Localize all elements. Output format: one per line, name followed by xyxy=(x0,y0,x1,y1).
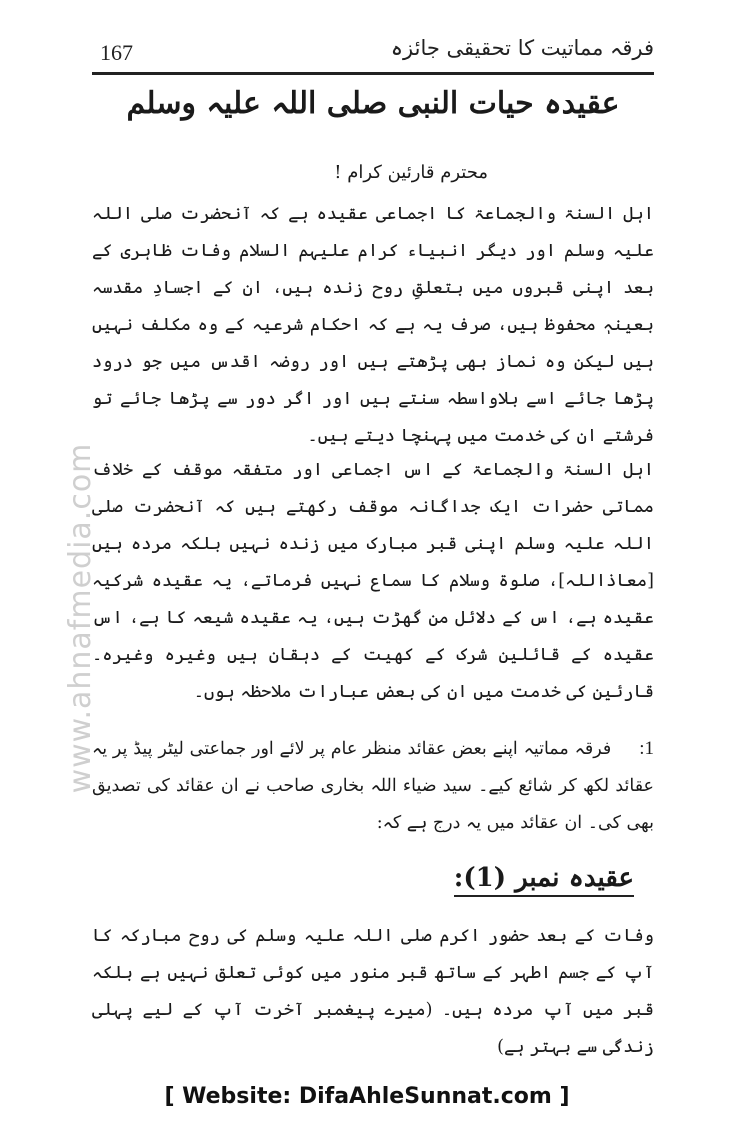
point-number: 1: xyxy=(639,738,654,759)
salutation: محترم قارئین کرام ! xyxy=(334,162,488,183)
website-footer: [ Website: DifaAhleSunnat.com ] xyxy=(164,1084,570,1109)
point-1-text: فرقہ مماتیہ اپنے بعض عقائد منظر عام پر لائے اور جماعتی لیٹر پیڈ پر یہ عقائد لکھ کر شائع کیے۔ سید ضیاء اللہ بخاری صاحب نے ان عقائد کی تصدیق بھی کی۔ ان عقائد میں یہ درج ہے کہ: xyxy=(92,739,654,833)
paragraph-2: اہل السنۃ والجماعۃ کے اس اجماعی اور متفقہ موقف کے خلاف مماتی حضرات ایک جداگانہ موقف رکھتے ہیں کہ آنحضرت صلی اللہ علیہ وسلم اپنی قبر مبارک میں زندہ نہیں بلکہ مردہ ہیں [معاذاللہ]، صلوۃ وسلام کا سماع نہیں فرماتے، یہ عقیدہ شرکیہ عقیدہ ہے، اس کے دلائل من گھڑت ہیں، یہ عقیدہ شیعہ کا ہے، اس عقیدہ کے قائلین شرک کے کھیت کے دہقان ہیں وغیرہ وغیرہ۔ قارئین کی خدمت میں ان کی بعض عبارات ملاحظہ ہوں۔ xyxy=(92,460,654,702)
running-title: فرقہ مماتیت کا تحقیقی جائزہ xyxy=(390,36,654,60)
page-header xyxy=(92,28,654,75)
paragraph-1: اہل السنۃ والجماعۃ کا اجماعی عقیدہ ہے کہ آنحضرت صلی اللہ علیہ وسلم اور دیگر انبیاء کرام علیہم السلام وفات ظاہری کے بعد اپنی قبروں میں بتعلقِ روح زندہ ہیں، ان کے اجسادِ مقدسہ بعینہٖ محفوظ ہیں، صرف یہ ہے کہ احکام شرعیہ کے وہ مکلف نہیں ہیں لیکن وہ نماز بھی پڑھتے ہیں اور روضہ اقدس میں جو درود پڑھا جائے اسے بلاواسطہ سنتے ہیں اور اگر دور سے پڑھا جائے تو فرشتے ان کی خدمت میں پہنچا دیتے ہیں۔ xyxy=(92,204,654,446)
page-number: 167 xyxy=(100,40,133,65)
numbered-point-1 xyxy=(92,730,654,842)
paragraph-3: وفات کے بعد حضور اکرم صلی اللہ علیہ وسلم کی روح مبارکہ کا آپ کے جسم اطہر کے ساتھ قبر منور میں کوئی تعلق نہیں ہے بلکہ قبر میں آپ مردہ ہیں۔ (میرے پیغمبر آخرت آپ کے لیے پہلی زندگی سے بہتر ہے) xyxy=(92,926,654,1057)
watermark-text: www.ahnafmedia.com xyxy=(62,442,98,794)
watermark xyxy=(52,442,108,794)
chapter-title: عقیدہ حیات النبی صلی اللہ علیہ وسلم xyxy=(126,86,620,121)
subheading-aqeeda-1: عقیدہ نمبر (1): xyxy=(454,863,634,897)
